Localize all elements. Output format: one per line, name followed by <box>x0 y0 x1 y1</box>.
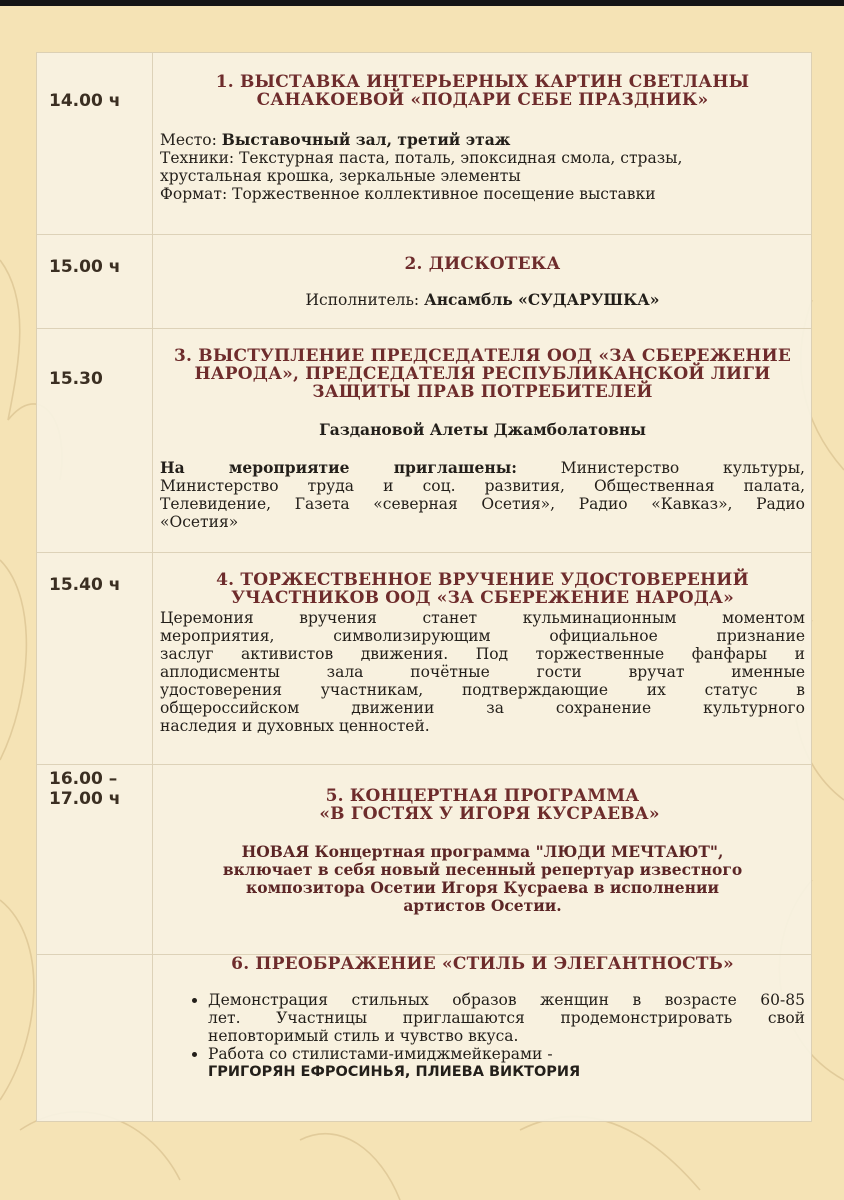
speaker-name <box>160 421 805 439</box>
style-bullet-list <box>160 991 805 1081</box>
bullet-line: неповторимый стиль и чувство вкуса. <box>208 1027 519 1045</box>
event-cell <box>154 329 811 552</box>
event-title <box>160 571 805 607</box>
event-cell <box>154 235 811 328</box>
performer-value: Ансамбль «СУДАРУШКА» <box>424 290 660 309</box>
event-title: 2. ДИСКОТЕКА <box>404 254 561 274</box>
event-cell <box>154 53 811 234</box>
event-cell <box>154 553 811 764</box>
bullet-line: лет. Участницы приглашаются продемонстрировать свой <box>208 1009 805 1027</box>
text-line: заслуг активистов движения. Под торжественные фанфары и <box>160 645 805 663</box>
desc-line: НОВАЯ Концертная программа "ЛЮДИ МЕЧТАЮТ", <box>241 842 724 861</box>
title-line: УЧАСТНИКОВ ООД «ЗА СБЕРЕЖЕНИЕ НАРОДА» <box>231 588 734 608</box>
time-cell <box>37 765 153 954</box>
performer-line <box>160 291 805 309</box>
time-cell <box>37 235 153 328</box>
bullet-line: • Работа со стилистами-имиджмейкерами - <box>208 1045 553 1063</box>
time-cell <box>37 553 153 764</box>
text-line: аплодисменты зала почётные гости вручат именные <box>160 663 805 681</box>
time-cell <box>37 329 153 552</box>
text-line: наследия и духовных ценностей. <box>160 717 430 735</box>
desc-line: включает в себя новый песенный репертуар известного <box>222 860 743 879</box>
event-description <box>160 609 805 735</box>
invited-line <box>160 459 805 477</box>
title-line: ЗАЩИТЫ ПРАВ ПОТРЕБИТЕЛЕЙ <box>312 382 653 402</box>
techniques-line: Техники: Текстурная паста, поталь, эпоксидная смола, стразы, <box>160 149 683 167</box>
event-title: 6. ПРЕОБРАЖЕНИЕ «СТИЛЬ И ЭЛЕГАНТНОСТЬ» <box>231 954 734 974</box>
schedule-table <box>36 52 812 1122</box>
desc-line: артистов Осетии. <box>403 896 562 915</box>
bullet-line: • Демонстрация стильных образов женщин в возрасте 60-85 <box>208 991 805 1009</box>
concert-description <box>160 843 805 915</box>
schedule-row-2 <box>37 235 811 329</box>
bullet-item-demonstration <box>208 991 805 1045</box>
invited-text: Министерство культуры, <box>560 459 805 477</box>
text-line: общероссийском движении за сохранение культурного <box>160 699 805 717</box>
schedule-row-4 <box>37 553 811 765</box>
place-label: Место: <box>160 131 217 149</box>
title-line: 4. ТОРЖЕСТВЕННОЕ ВРУЧЕНИЕ УДОСТОВЕРЕНИЙ <box>216 570 749 590</box>
title-line: 1. ВЫСТАВКА ИНТЕРЬЕРНЫХ КАРТИН СВЕТЛАНЫ <box>215 72 750 92</box>
text-line: Церемония вручения станет кульминационным моментом <box>160 609 805 627</box>
time-cell <box>37 955 153 1121</box>
invited-line: Телевидение, Газета «северная Осетия», Радио «Кавказ», Радио <box>160 495 805 513</box>
event-cell <box>154 955 811 1121</box>
bullet-item-stylists <box>208 1045 805 1081</box>
time-label: 14.00 ч <box>49 91 121 111</box>
speaker-name-text: Газдановой Алеты Джамболатовны <box>319 420 646 439</box>
performer-label: Исполнитель: <box>305 291 420 309</box>
time-label: 15.40 ч <box>49 575 121 595</box>
schedule-row-6 <box>37 955 811 1121</box>
title-line: САНАКОЕВОЙ «ПОДАРИ СЕБЕ ПРАЗДНИК» <box>256 90 709 110</box>
place-value: Выставочный зал, третий этаж <box>221 130 511 149</box>
time-cell <box>37 53 153 234</box>
invited-line: «Осетия» <box>160 513 239 531</box>
event-title <box>160 347 805 401</box>
event-title <box>160 73 805 109</box>
time-label: 16.00 – <box>49 769 118 789</box>
invited-line: Министерство труда и соц. развития, Общественная палата, <box>160 477 805 495</box>
title-line: «В ГОСТЯХ У ИГОРЯ КУСРАЕВА» <box>319 804 660 824</box>
text-line: мероприятия, символизирующим официальное признание <box>160 627 805 645</box>
schedule-row-5 <box>37 765 811 955</box>
format-line: Формат: Торжественное коллективное посещение выставки <box>160 185 656 203</box>
stylist-names: ГРИГОРЯН ЕФРОСИНЬЯ, ПЛИЕВА ВИКТОРИЯ <box>208 1064 581 1080</box>
desc-line: композитора Осетии Игоря Кусраева в исполнении <box>246 878 719 897</box>
time-label: 15.00 ч <box>49 257 121 277</box>
title-line: НАРОДА», ПРЕДСЕДАТЕЛЯ РЕСПУБЛИКАНСКОЙ ЛИГИ <box>194 364 771 384</box>
invited-block <box>160 459 805 531</box>
event-cell <box>154 765 811 954</box>
techniques-line: хрустальная крошка, зеркальные элементы <box>160 167 521 185</box>
place-line <box>160 131 805 149</box>
event-details <box>160 131 805 203</box>
invited-label: На мероприятие приглашены: <box>160 458 517 477</box>
time-label: 15.30 <box>49 369 103 389</box>
title-line: 5. КОНЦЕРТНАЯ ПРОГРАММА <box>325 786 640 806</box>
text-line: удостоверения участникам, подтверждающие их статус в <box>160 681 805 699</box>
schedule-row-3 <box>37 329 811 553</box>
title-line: 3. ВЫСТУПЛЕНИЕ ПРЕДСЕДАТЕЛЯ ООД «ЗА СБЕРЕЖЕНИЕ <box>174 346 791 366</box>
schedule-row-1 <box>37 53 811 235</box>
time-label: 17.00 ч <box>49 789 121 809</box>
event-title <box>160 787 805 823</box>
